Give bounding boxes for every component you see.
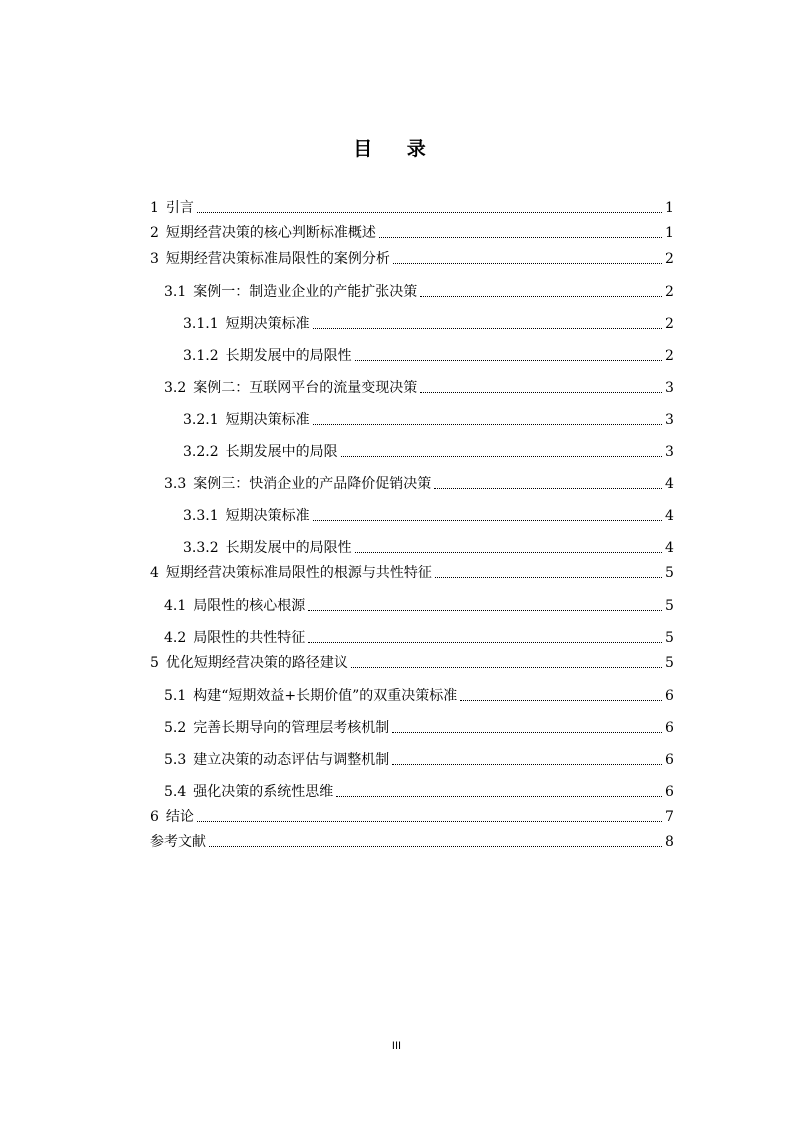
toc-entry-title: 长期发展中的局限 bbox=[225, 444, 338, 460]
toc-entry-page: 6 bbox=[665, 752, 674, 768]
toc-entry-title: 案例二：互联网平台的流量变现决策 bbox=[193, 380, 418, 396]
toc-entry-4-2[interactable] bbox=[164, 628, 673, 648]
toc-entry-page: 2 bbox=[665, 284, 674, 300]
toc-entry-page: 1 bbox=[665, 225, 674, 241]
toc-entry-page: 7 bbox=[665, 809, 674, 825]
page-title: 目 录 bbox=[353, 138, 440, 160]
toc-entry-1[interactable] bbox=[150, 198, 673, 218]
toc-entry-references[interactable] bbox=[150, 832, 673, 852]
toc-entry-3-1-1[interactable] bbox=[183, 314, 673, 334]
toc-entry-title: 长期发展中的局限性 bbox=[225, 540, 352, 556]
toc-entry-title: 完善长期导向的管理层考核机制 bbox=[193, 720, 390, 736]
toc-entry-title: 短期经营决策标准局限性的根源与共性特征 bbox=[165, 565, 432, 581]
toc-entry-title: 强化决策的系统性思维 bbox=[193, 784, 334, 800]
toc-entry-page: 3 bbox=[665, 412, 674, 428]
toc-entry-number: 2 bbox=[150, 225, 159, 241]
toc-entry-page: 1 bbox=[665, 200, 674, 216]
toc-entry-number: 5.4 bbox=[164, 784, 187, 800]
toc-entry-number: 4 bbox=[150, 565, 159, 581]
toc-entry-page: 3 bbox=[665, 444, 674, 460]
toc-entry-number: 4.2 bbox=[164, 630, 187, 646]
toc-leader-dots bbox=[355, 360, 662, 361]
table-of-contents bbox=[150, 0, 673, 1122]
toc-entry-page: 5 bbox=[665, 630, 674, 646]
toc-entry-title: 引言 bbox=[165, 200, 194, 216]
toc-leader-dots bbox=[313, 424, 662, 425]
toc-entry-number: 3.3.1 bbox=[183, 508, 219, 524]
toc-entry-page: 5 bbox=[665, 598, 674, 614]
toc-entry-number: 3.2.2 bbox=[183, 444, 219, 460]
toc-entry-title: 局限性的共性特征 bbox=[193, 630, 306, 646]
toc-leader-dots bbox=[209, 846, 662, 847]
toc-entry-number: 6 bbox=[150, 809, 159, 825]
toc-entry-page: 6 bbox=[665, 720, 674, 736]
toc-leader-dots bbox=[313, 520, 662, 521]
toc-entry-page: 5 bbox=[665, 565, 674, 581]
toc-entry-4-1[interactable] bbox=[164, 596, 673, 616]
toc-leader-dots bbox=[379, 237, 662, 238]
toc-leader-dots bbox=[420, 392, 662, 393]
toc-entry-5[interactable] bbox=[150, 653, 673, 673]
toc-entry-3-1[interactable] bbox=[164, 282, 673, 302]
toc-entry-page: 5 bbox=[665, 655, 674, 671]
toc-leader-dots bbox=[420, 296, 662, 297]
toc-entry-3[interactable] bbox=[150, 249, 673, 269]
toc-entry-title: 长期发展中的局限性 bbox=[225, 348, 352, 364]
toc-entry-title: 短期决策标准 bbox=[225, 412, 310, 428]
toc-entry-page: 4 bbox=[665, 540, 674, 556]
toc-entry-3-2-1[interactable] bbox=[183, 410, 673, 430]
toc-entry-title: 优化短期经营决策的路径建议 bbox=[165, 655, 348, 671]
toc-entry-3-2[interactable] bbox=[164, 378, 673, 398]
toc-leader-dots bbox=[341, 456, 662, 457]
toc-entry-title: 短期决策标准 bbox=[225, 508, 310, 524]
toc-entry-title: 结论 bbox=[165, 809, 194, 825]
toc-leader-dots bbox=[392, 764, 662, 765]
toc-entry-number: 3.3.2 bbox=[183, 540, 219, 556]
toc-entry-number: 5 bbox=[150, 655, 159, 671]
toc-entry-6[interactable] bbox=[150, 807, 673, 827]
toc-leader-dots bbox=[351, 667, 662, 668]
toc-entry-title: 短期经营决策标准局限性的案例分析 bbox=[165, 251, 390, 267]
toc-leader-dots bbox=[355, 552, 662, 553]
toc-entry-3-3[interactable] bbox=[164, 474, 673, 494]
toc-leader-dots bbox=[393, 263, 662, 264]
toc-entry-title: 案例一：制造业企业的产能扩张决策 bbox=[193, 284, 418, 300]
toc-entry-number: 5.2 bbox=[164, 720, 187, 736]
toc-entry-5-4[interactable] bbox=[164, 782, 673, 802]
toc-entry-3-3-2[interactable] bbox=[183, 538, 673, 558]
toc-entry-number: 5.3 bbox=[164, 752, 187, 768]
toc-entry-number: 1 bbox=[150, 200, 159, 216]
toc-entry-2[interactable] bbox=[150, 223, 673, 243]
toc-entry-number: 3 bbox=[150, 251, 159, 267]
toc-entry-number: 3.1.2 bbox=[183, 348, 219, 364]
toc-leader-dots bbox=[308, 642, 662, 643]
toc-entry-number: 3.2 bbox=[164, 380, 187, 396]
toc-entry-4[interactable] bbox=[150, 563, 673, 583]
toc-leader-dots bbox=[460, 700, 662, 701]
toc-leader-dots bbox=[392, 732, 662, 733]
toc-entry-page: 2 bbox=[665, 251, 674, 267]
toc-entry-title: 案例三：快消企业的产品降价促销决策 bbox=[193, 476, 432, 492]
toc-entry-page: 4 bbox=[665, 476, 674, 492]
toc-entry-title: 局限性的核心根源 bbox=[193, 598, 306, 614]
toc-entry-3-2-2[interactable] bbox=[183, 442, 673, 462]
toc-entry-title: 短期经营决策的核心判断标准概述 bbox=[165, 225, 376, 241]
toc-entry-title: 构建“短期效益+长期价值”的双重决策标准 bbox=[193, 688, 458, 704]
toc-leader-dots bbox=[434, 488, 662, 489]
toc-entry-page: 6 bbox=[665, 784, 674, 800]
toc-entry-number: 5.1 bbox=[164, 688, 187, 704]
toc-entry-5-1[interactable] bbox=[164, 686, 673, 706]
toc-entry-title: 建立决策的动态评估与调整机制 bbox=[193, 752, 390, 768]
toc-entry-page: 6 bbox=[665, 688, 674, 704]
toc-leader-dots bbox=[197, 821, 662, 822]
toc-entry-title: 参考文献 bbox=[150, 834, 206, 850]
toc-leader-dots bbox=[336, 796, 662, 797]
toc-entry-page: 3 bbox=[665, 380, 674, 396]
toc-leader-dots bbox=[435, 577, 662, 578]
toc-entry-number: 3.1.1 bbox=[183, 316, 219, 332]
toc-entry-5-3[interactable] bbox=[164, 750, 673, 770]
toc-entry-5-2[interactable] bbox=[164, 718, 673, 738]
toc-entry-number: 3.1 bbox=[164, 284, 187, 300]
toc-leader-dots bbox=[308, 610, 662, 611]
toc-entry-3-1-2[interactable] bbox=[183, 346, 673, 366]
toc-entry-page: 8 bbox=[665, 834, 674, 850]
toc-entry-3-3-1[interactable] bbox=[183, 506, 673, 526]
page-number: III bbox=[391, 1040, 402, 1052]
toc-leader-dots bbox=[197, 212, 662, 213]
toc-entry-number: 4.1 bbox=[164, 598, 187, 614]
toc-entry-title: 短期决策标准 bbox=[225, 316, 310, 332]
toc-entry-number: 3.3 bbox=[164, 476, 187, 492]
toc-entry-page: 2 bbox=[665, 316, 674, 332]
toc-entry-number: 3.2.1 bbox=[183, 412, 219, 428]
toc-leader-dots bbox=[313, 328, 662, 329]
toc-entry-page: 4 bbox=[665, 508, 674, 524]
toc-entry-page: 2 bbox=[665, 348, 674, 364]
